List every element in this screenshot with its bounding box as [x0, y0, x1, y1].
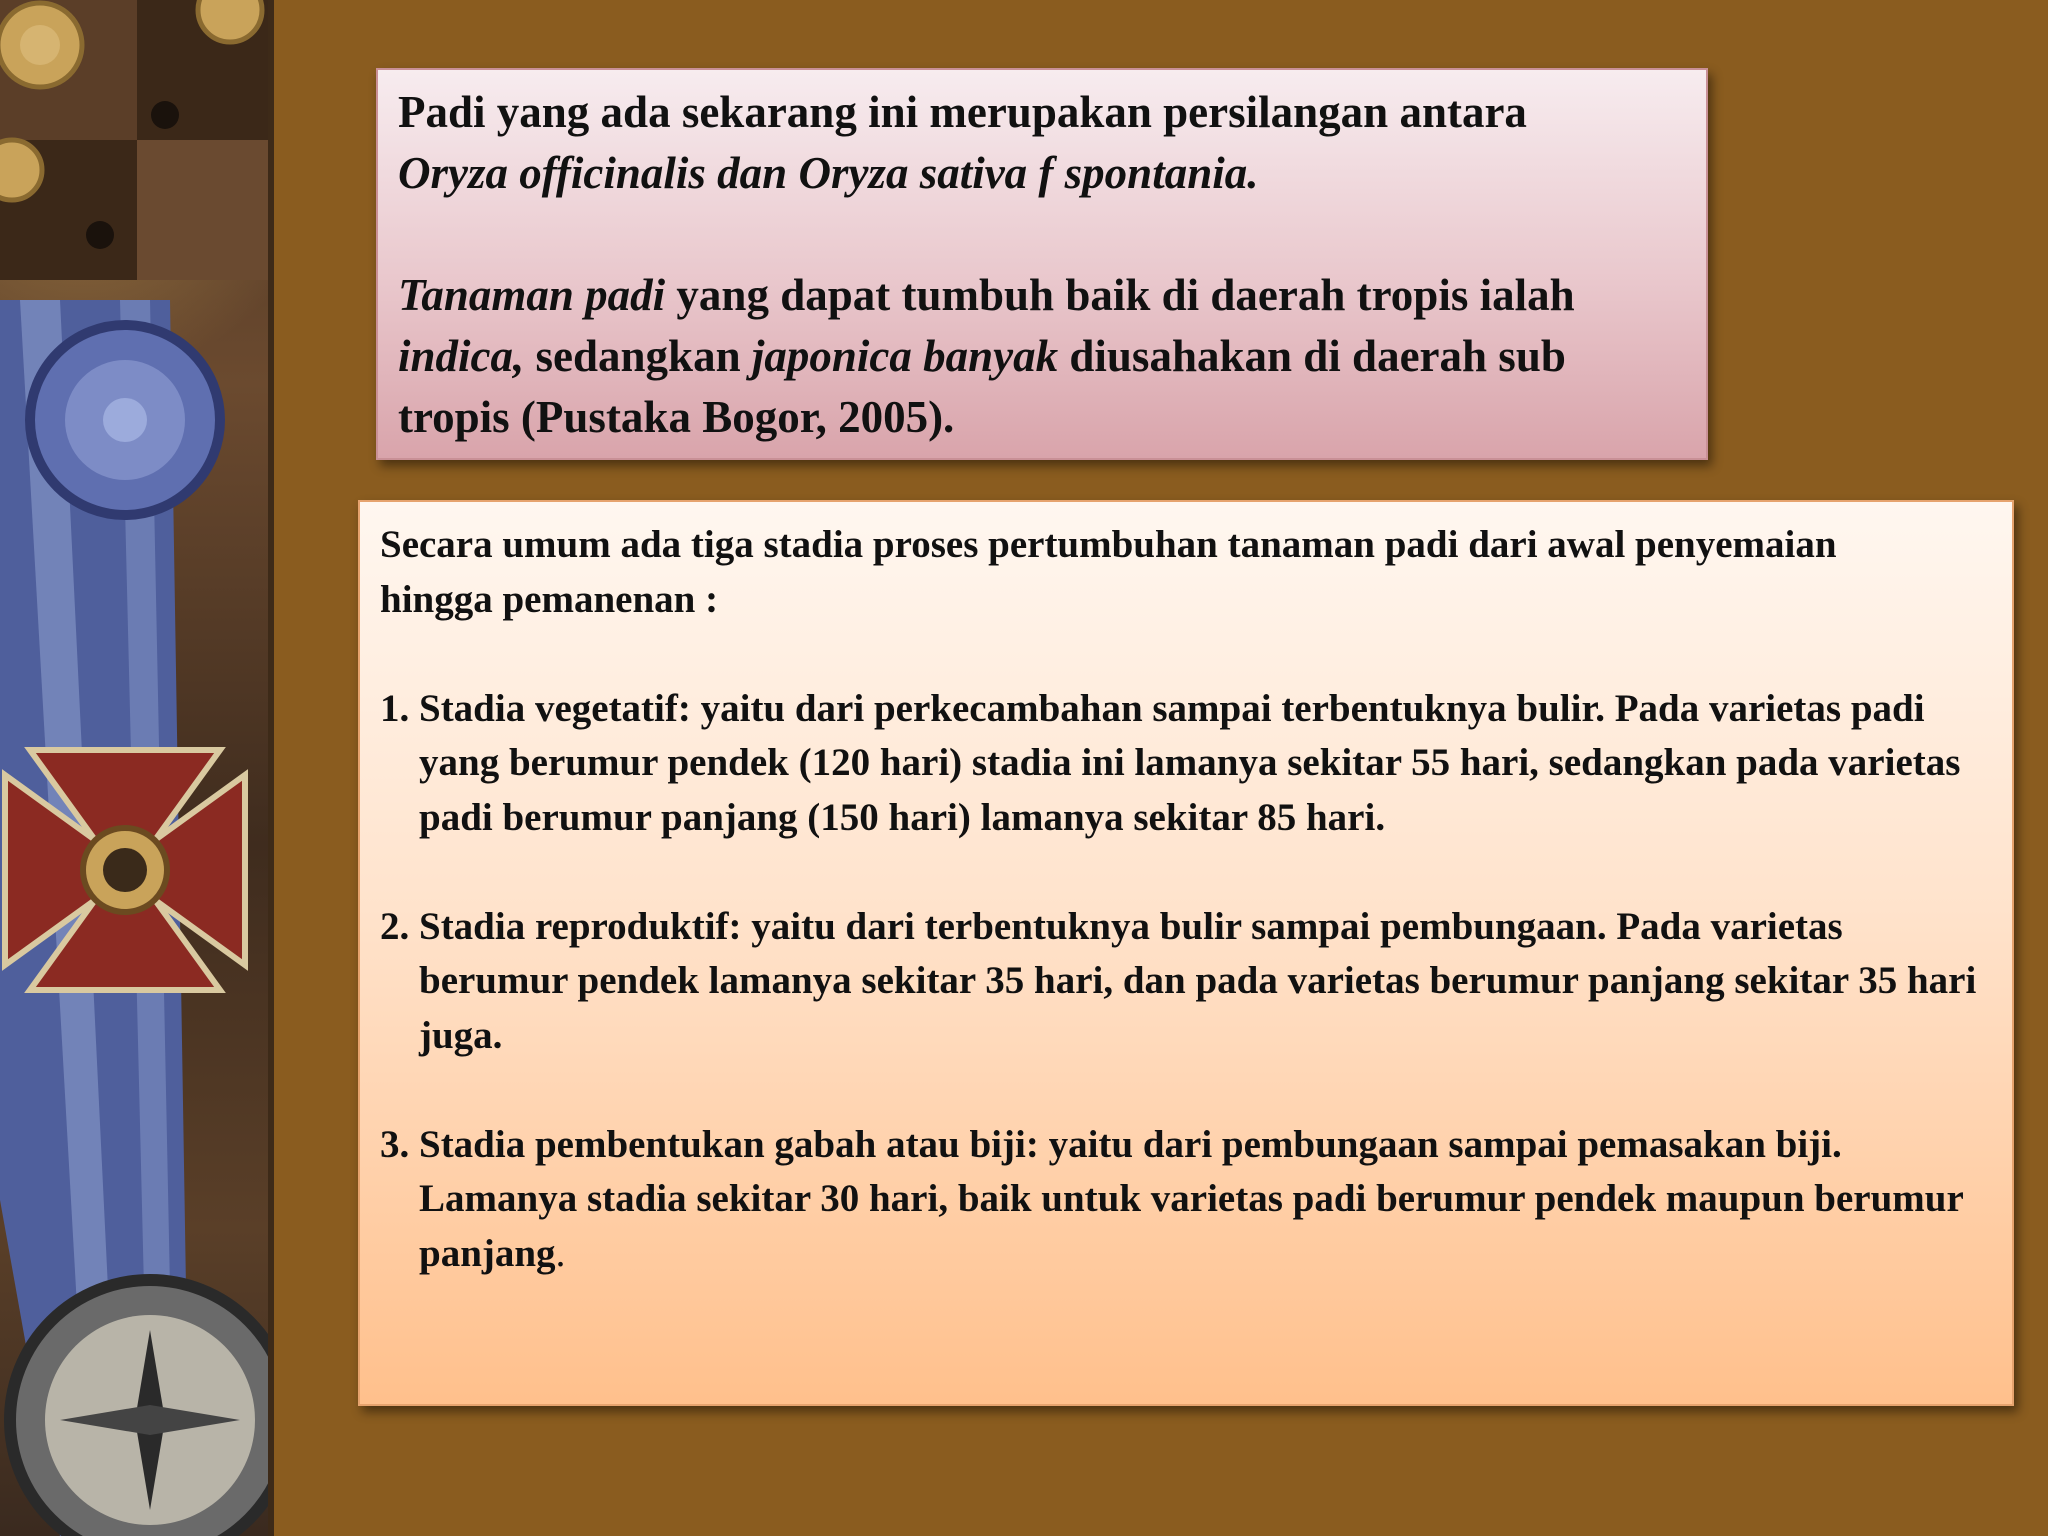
intro-paragraph-2 — [398, 265, 1684, 448]
stage-text: Stadia reproduktif: yaitu dari terbentuknya bulir sampai pembungaan. Pada varietas berumur pendek lamanya sekitar 35 hari, dan pada varietas berumur panjang sekitar 35 hari juga. — [409, 904, 1977, 1057]
paragraph-gap — [380, 627, 1996, 682]
intro-text-box — [376, 68, 1708, 460]
stage-number: 3. — [380, 1122, 410, 1166]
stages-intro — [380, 518, 1996, 627]
term-tanaman-padi: Tanaman padi — [398, 270, 666, 320]
stage-text: Stadia pembentukan gabah atau biji: yaitu dari pembungaan sampai pemasakan biji. Lamanya stadia sekitar 30 hari, baik untuk varietas padi berumur pendek maupun berumur panjang — [409, 1122, 1964, 1275]
intro-text-3: diusahakan di daerah sub tropis (Pustaka Bogor, 2005). — [398, 331, 1566, 442]
paragraph-gap — [380, 1063, 1996, 1118]
paragraph-gap — [398, 204, 1684, 265]
intro-text-2: sedangkan — [524, 331, 752, 381]
intro-species-names: Oryza officinalis dan Oryza sativa f spontania. — [398, 148, 1259, 198]
paragraph-gap — [380, 845, 1996, 900]
intro-paragraph-1 — [398, 82, 1684, 204]
stage-number: 1. — [380, 686, 410, 730]
stages-intro-line-1: Secara umum ada tiga stadia proses pertumbuhan tanaman padi dari awal penyemaian — [380, 523, 1837, 566]
stage-item-pembentukan-gabah — [380, 1118, 1996, 1282]
decorative-photo-strip — [0, 0, 274, 1536]
stages-intro-line-2: hingga pemanenan : — [380, 577, 719, 621]
stage-trailing-period: . — [555, 1231, 566, 1275]
stage-item-vegetatif — [380, 682, 1996, 846]
term-japonica: japonica banyak — [751, 331, 1059, 381]
intro-line-1: Padi yang ada sekarang ini merupakan persilangan antara — [398, 87, 1527, 137]
term-indica: indica, — [398, 331, 525, 381]
growth-stages-box — [358, 500, 2014, 1406]
intro-text-1: yang dapat tumbuh baik di daerah tropis ialah — [665, 270, 1575, 320]
stage-item-reproduktif — [380, 900, 1996, 1064]
stage-text: Stadia vegetatif: yaitu dari perkecambahan sampai terbentuknya bulir. Pada varietas padi yang berumur pendek (120 hari) stadia ini lamanya sekitar 55 hari, sedangkan pada varietas padi berumur panjang (150 hari) lamanya sekitar 85 hari. — [409, 686, 1961, 839]
medals-illustration — [0, 0, 274, 1536]
photo-strip-edge — [268, 0, 274, 1536]
stage-number: 2. — [380, 904, 410, 948]
